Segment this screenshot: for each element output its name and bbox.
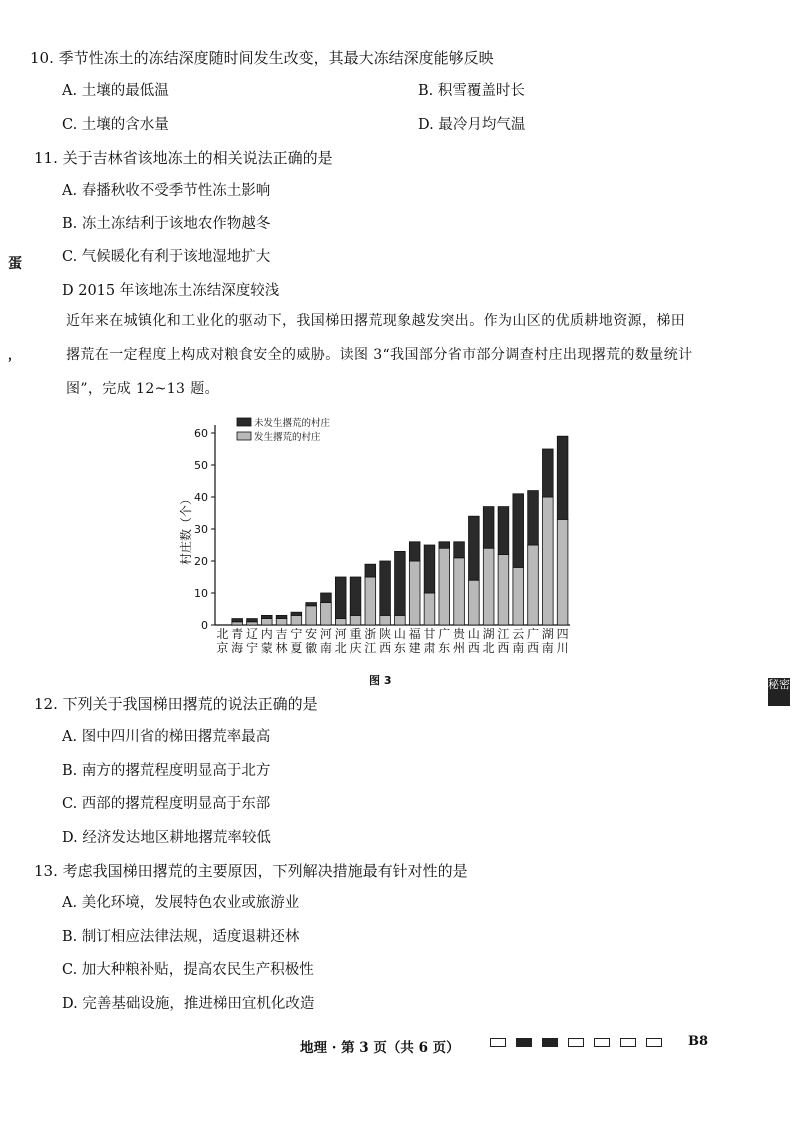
- bar-abandoned: [454, 558, 465, 625]
- confidential-tab: 秘密: [768, 678, 790, 706]
- code-box: [568, 1038, 584, 1047]
- question-13-stem: 13. 考虑我国梯田撂荒的主要原因，下列解决措施最有针对性的是: [34, 862, 468, 880]
- margin-dot: ，: [8, 348, 21, 362]
- y-tick-label: 50: [194, 459, 208, 472]
- legend-swatch: [237, 418, 251, 426]
- bar-abandoned: [424, 593, 435, 625]
- question-13-option-d: D. 完善基础设施，推进梯田宜机化改造: [62, 996, 315, 1012]
- bar-abandoned: [306, 606, 317, 625]
- x-tick-label: 河南: [319, 627, 332, 655]
- bar-not-abandoned: [409, 542, 420, 561]
- x-tick-label: 湖南: [541, 627, 554, 655]
- question-12-option-d: D. 经济发达地区耕地撂荒率较低: [62, 830, 271, 846]
- legend-swatch: [237, 432, 251, 440]
- question-10-option-a: A. 土壤的最低温: [62, 83, 169, 99]
- code-box: [594, 1038, 610, 1047]
- x-tick-label: 湖北: [482, 627, 495, 655]
- question-10-stem: 10. 季节性冻土的冻结深度随时间发生改变，其最大冻结深度能够反映: [30, 49, 494, 67]
- bar-abandoned: [365, 577, 376, 625]
- bar-not-abandoned: [365, 564, 376, 577]
- bar-not-abandoned: [276, 615, 287, 618]
- page-footer: 地理 · 第 3 页（共 6 页）: [300, 1040, 460, 1056]
- question-11-option-a: A. 春播秋收不受季节性冻土影响: [62, 183, 271, 199]
- bar-not-abandoned: [454, 542, 465, 558]
- question-12-option-c: C. 西部的撂荒程度明显高于东部: [62, 796, 271, 812]
- y-tick-label: 60: [194, 427, 208, 440]
- bar-abandoned: [542, 497, 553, 625]
- bar-abandoned: [321, 603, 332, 625]
- x-tick-label: 山西: [467, 627, 480, 655]
- y-tick-label: 30: [194, 523, 208, 536]
- bar-not-abandoned: [350, 577, 361, 615]
- bar-not-abandoned: [321, 593, 332, 603]
- exam-code: B8: [688, 1034, 709, 1049]
- bar-not-abandoned: [291, 612, 302, 615]
- bar-not-abandoned: [261, 615, 272, 618]
- x-tick-label: 内蒙: [260, 627, 273, 655]
- bar-not-abandoned: [335, 577, 346, 619]
- bar-abandoned: [483, 548, 494, 625]
- legend-label: 发生撂荒的村庄: [254, 432, 321, 443]
- x-tick-label: 福建: [408, 627, 421, 655]
- code-box: [646, 1038, 662, 1047]
- x-tick-label: 青海: [231, 627, 244, 655]
- x-tick-label: 甘肃: [423, 627, 436, 655]
- x-tick-label: 陕西: [379, 627, 392, 655]
- bar-abandoned: [276, 619, 287, 625]
- bar-not-abandoned: [498, 507, 509, 555]
- x-tick-label: 重庆: [349, 627, 362, 655]
- x-tick-label: 广东: [438, 627, 451, 655]
- bar-abandoned: [395, 615, 406, 625]
- bar-not-abandoned: [395, 551, 406, 615]
- question-13-option-c: C. 加大种粮补贴，提高农民生产积极性: [62, 962, 314, 978]
- bar-abandoned: [380, 615, 391, 625]
- passage-line-2: 撂荒在一定程度上构成对粮食安全的威胁。读图 3“我国部分省市部分调查村庄出现撂荒的数量统计: [66, 347, 693, 363]
- x-tick-label: 四川: [556, 627, 569, 655]
- passage-line-1: 近年来在城镇化和工业化的驱动下，我国梯田撂荒现象越发突出。作为山区的优质耕地资源，梯田: [66, 313, 686, 329]
- x-tick-label: 云南: [512, 627, 525, 655]
- x-tick-label: 山东: [393, 627, 406, 655]
- bar-not-abandoned: [542, 449, 553, 497]
- passage-line-3: 图”，完成 12~13 题。: [66, 381, 220, 397]
- question-10-option-d: D. 最冷月均气温: [418, 117, 526, 133]
- code-box: [490, 1038, 506, 1047]
- x-tick-label: 贵州: [453, 627, 466, 655]
- question-11-option-c: C. 气候暖化有利于该地湿地扩大: [62, 249, 271, 265]
- bar-abandoned: [513, 567, 524, 625]
- y-tick-label: 0: [201, 619, 208, 632]
- x-tick-label: 江西: [497, 627, 510, 655]
- bar-abandoned: [261, 619, 272, 625]
- question-13-option-a: A. 美化环境，发展特色农业或旅游业: [62, 895, 300, 911]
- y-tick-label: 40: [194, 491, 208, 504]
- code-box: [516, 1038, 532, 1047]
- bar-not-abandoned: [469, 516, 480, 580]
- x-tick-label: 吉林: [275, 627, 288, 655]
- question-11-stem: 11. 关于吉林省该地冻土的相关说法正确的是: [34, 149, 333, 167]
- question-11-option-b: B. 冻土冻结利于该地农作物越冬: [62, 216, 271, 232]
- bar-not-abandoned: [483, 507, 494, 549]
- bar-abandoned: [498, 555, 509, 625]
- x-tick-label: 宁夏: [290, 627, 303, 655]
- figure-caption: 图 3: [369, 674, 392, 687]
- bar-abandoned: [232, 622, 243, 625]
- bar-abandoned: [439, 548, 450, 625]
- bar-abandoned: [528, 545, 539, 625]
- y-tick-label: 10: [194, 587, 208, 600]
- legend-label: 未发生撂荒的村庄: [254, 418, 331, 429]
- bar-not-abandoned: [528, 491, 539, 545]
- question-12-stem: 12. 下列关于我国梯田撂荒的说法正确的是: [34, 695, 318, 713]
- bar-not-abandoned: [557, 436, 568, 519]
- bar-not-abandoned: [424, 545, 435, 593]
- code-box: [620, 1038, 636, 1047]
- bar-not-abandoned: [380, 561, 391, 615]
- question-12-option-b: B. 南方的撂荒程度明显高于北方: [62, 763, 271, 779]
- x-tick-label: 北京: [216, 627, 229, 655]
- y-tick-label: 20: [194, 555, 208, 568]
- bar-abandoned: [409, 561, 420, 625]
- y-axis-label: 村庄数（个）: [179, 492, 193, 566]
- code-box: [542, 1038, 558, 1047]
- bar-abandoned: [557, 519, 568, 625]
- bar-not-abandoned: [306, 603, 317, 606]
- bar-abandoned: [350, 615, 361, 625]
- bar-abandoned: [469, 580, 480, 625]
- bar-not-abandoned: [247, 619, 258, 622]
- bar-not-abandoned: [513, 494, 524, 568]
- question-10-option-c: C. 土壤的含水量: [62, 117, 169, 133]
- x-tick-label: 辽宁: [245, 627, 258, 655]
- x-tick-label: 安徽: [305, 627, 318, 655]
- bar-abandoned: [335, 619, 346, 625]
- bar-abandoned: [247, 622, 258, 625]
- question-13-option-b: B. 制订相应法律法规，适度退耕还林: [62, 929, 300, 945]
- question-10-option-b: B. 积雪覆盖时长: [418, 83, 525, 99]
- question-11-option-d: D 2015 年该地冻土冻结深度较浅: [62, 283, 280, 299]
- x-tick-label: 浙江: [364, 627, 377, 655]
- x-tick-label: 广西: [527, 627, 540, 655]
- bar-abandoned: [291, 615, 302, 625]
- x-tick-label: 河北: [334, 627, 347, 655]
- bar-not-abandoned: [439, 542, 450, 548]
- margin-mark: 蛋: [8, 256, 22, 272]
- question-12-option-a: A. 图中四川省的梯田撂荒率最高: [62, 729, 271, 745]
- bar-not-abandoned: [232, 619, 243, 622]
- answer-code-boxes: [490, 1038, 662, 1047]
